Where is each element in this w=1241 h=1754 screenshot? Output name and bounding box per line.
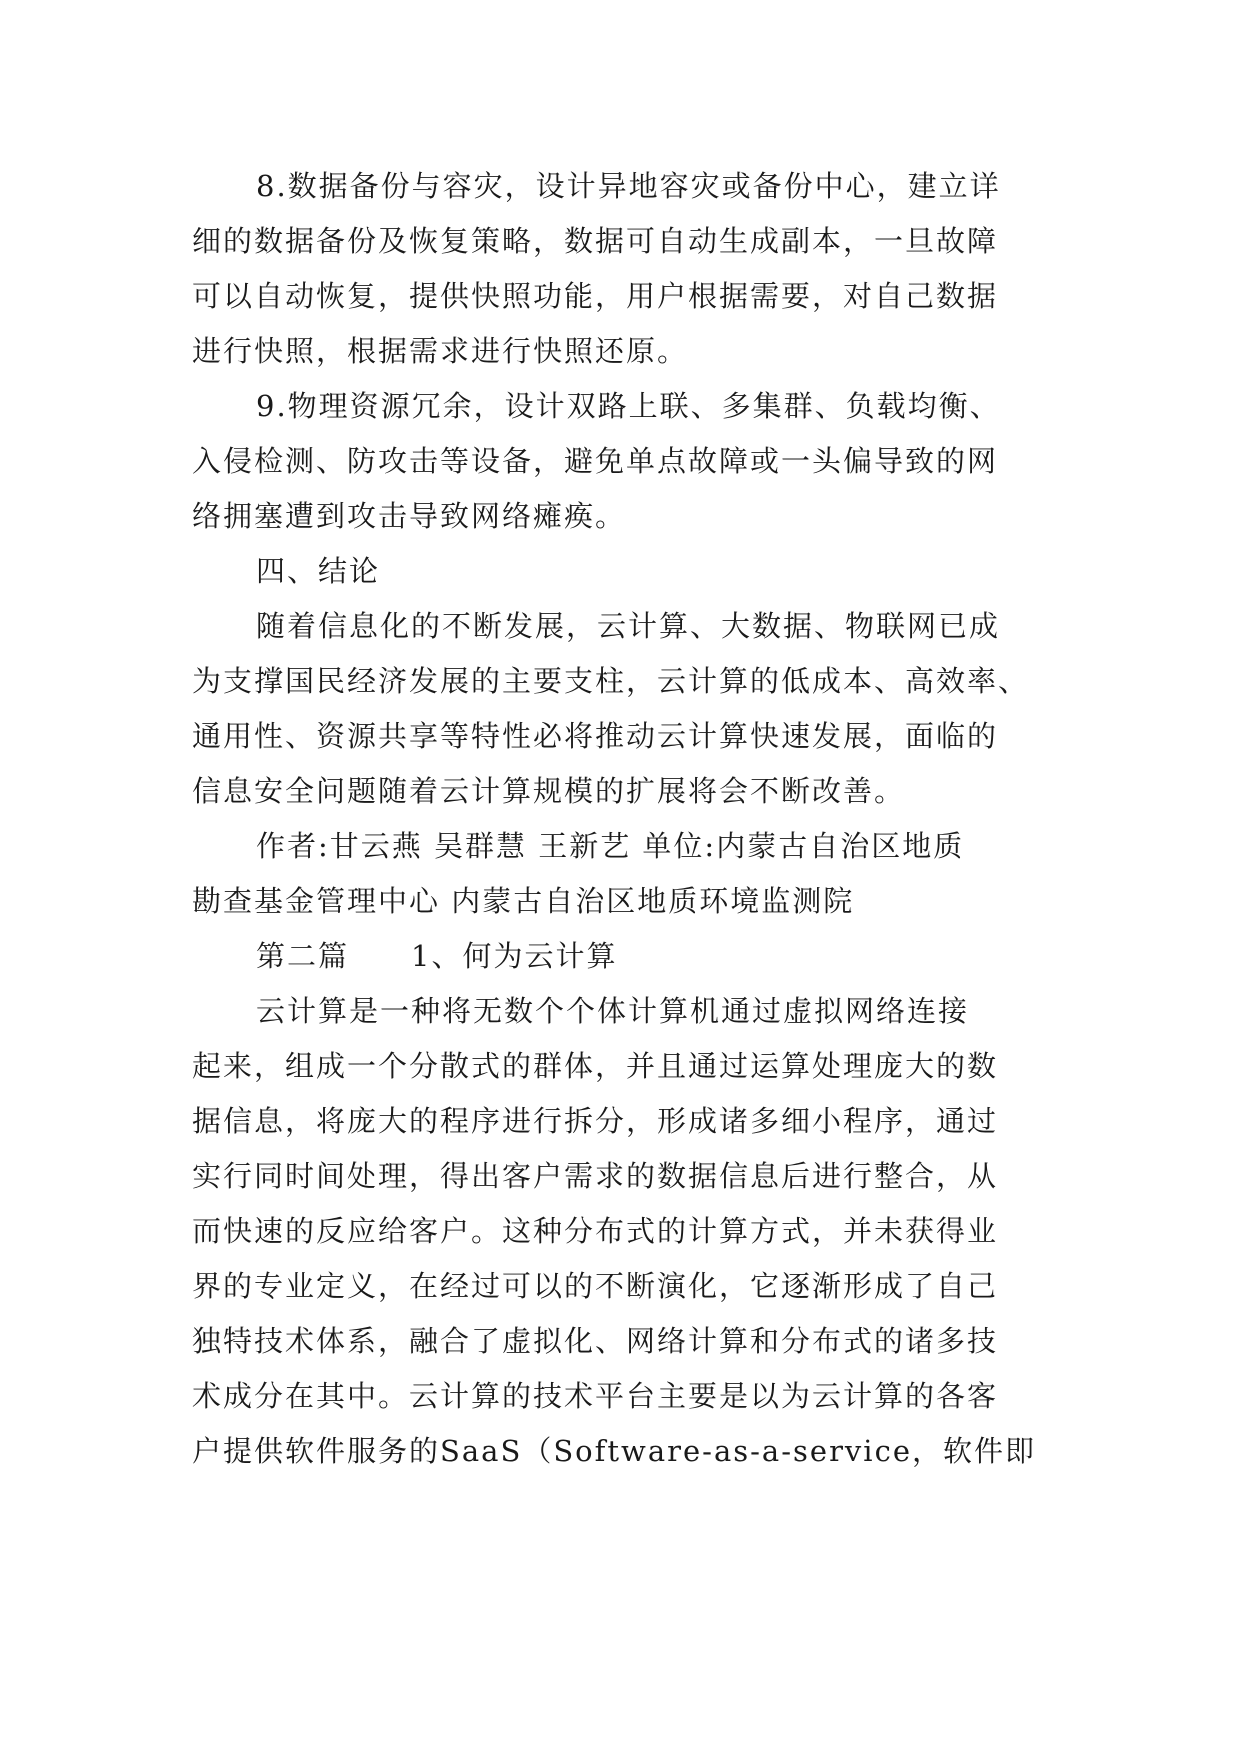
- paragraph-line: 起来，组成一个分散式的群体，并且通过运算处理庞大的数: [192, 1049, 999, 1083]
- author-line: 作者:甘云燕 吴群慧 王新艺 单位:内蒙古自治区地质: [256, 829, 965, 863]
- paragraph-line: 为支撑国民经济发展的主要支柱，云计算的低成本、高效率、: [192, 664, 1030, 698]
- paragraph-line: 独特技术体系，融合了虚拟化、网络计算和分布式的诸多技: [192, 1324, 999, 1358]
- paragraph-line: 通用性、资源共享等特性必将推动云计算快速发展，面临的: [192, 719, 999, 753]
- section-heading: 四、结论: [256, 554, 381, 588]
- paragraph-line: 云计算是一种将无数个个体计算机通过虚拟网络连接: [256, 994, 970, 1028]
- paragraph-line: 信息安全问题随着云计算规模的扩展将会不断改善。: [192, 774, 906, 808]
- paragraph-line: 9.物理资源冗余，设计双路上联、多集群、负载均衡、: [256, 389, 1001, 423]
- paragraph-line: 8.数据备份与容灾，设计异地容灾或备份中心，建立详: [256, 169, 1001, 203]
- section-heading: 第二篇 1、何为云计算: [256, 939, 618, 973]
- paragraph-line: 进行快照，根据需求进行快照还原。: [192, 334, 689, 368]
- paragraph-line: 据信息，将庞大的程序进行拆分，形成诸多细小程序，通过: [192, 1104, 999, 1138]
- paragraph-line: 术成分在其中。云计算的技术平台主要是以为云计算的各客: [192, 1379, 999, 1413]
- author-line: 勘查基金管理中心 内蒙古自治区地质环境监测院: [192, 884, 855, 918]
- paragraph-line: 实行同时间处理，得出客户需求的数据信息后进行整合，从: [192, 1159, 999, 1193]
- paragraph-line: 户提供软件服务的SaaS（Software-as-a-service，软件即: [192, 1434, 1036, 1468]
- paragraph-line: 细的数据备份及恢复策略，数据可自动生成副本，一旦故障: [192, 224, 999, 258]
- paragraph-line: 可以自动恢复，提供快照功能，用户根据需要，对自己数据: [192, 279, 999, 313]
- paragraph-line: 络拥塞遭到攻击导致网络瘫痪。: [192, 499, 627, 533]
- paragraph-line: 入侵检测、防攻击等设备，避免单点故障或一头偏导致的网: [192, 444, 999, 478]
- paragraph-line: 而快速的反应给客户。这种分布式的计算方式，并未获得业: [192, 1214, 999, 1248]
- paragraph-line: 界的专业定义，在经过可以的不断演化，它逐渐形成了自己: [192, 1269, 999, 1303]
- paragraph-line: 随着信息化的不断发展，云计算、大数据、物联网已成: [256, 609, 1001, 643]
